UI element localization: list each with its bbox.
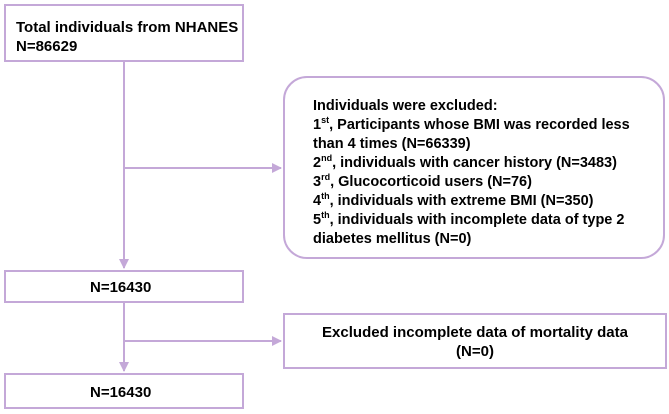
total-box-count: N=86629 (16, 38, 78, 55)
exclusion-title: Individuals were excluded: (313, 98, 498, 114)
n1-count-label: N=16430 (90, 279, 152, 296)
mortality-exclusion-count: (N=0) (456, 343, 494, 360)
total-box-title: Total individuals from NHANES (16, 19, 239, 36)
exclusion-item-4: 4th, individuals with extreme BMI (N=350) (313, 191, 594, 209)
exclusion-criteria-box (283, 76, 665, 259)
mortality-exclusion-box (283, 313, 667, 369)
exclusion-item-2: 2nd, individuals with cancer history (N=3483) (313, 153, 617, 171)
exclusion-item-3: 3rd, Glucocorticoid users (N=76) (313, 172, 532, 190)
exclusion-item-1-cont: than 4 times (N=66339) (313, 136, 471, 152)
n1-count-box (4, 270, 244, 303)
n2-count-box (4, 373, 244, 409)
n2-count-label: N=16430 (90, 384, 152, 401)
exclusion-item-5-cont: diabetes mellitus (N=0) (313, 231, 472, 247)
mortality-exclusion-text: Excluded incomplete data of mortality data (322, 324, 628, 341)
exclusion-item-5: 5th, individuals with incomplete data of type 2 (313, 210, 625, 228)
total-individuals-box (4, 4, 244, 62)
exclusion-item-1: 1st, Participants whose BMI was recorded less (313, 115, 630, 133)
